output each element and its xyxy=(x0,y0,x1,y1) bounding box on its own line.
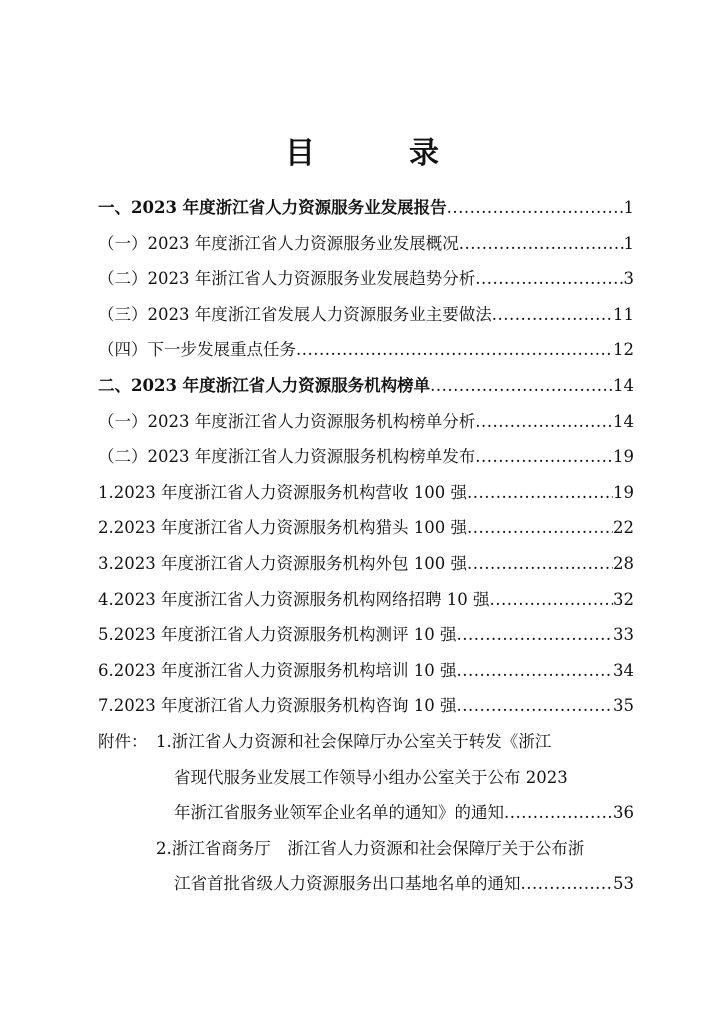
toc-entry-label: （一）2023 年度浙江省人力资源服务机构榜单分析 xyxy=(98,411,476,431)
attachment-line: 省现代服务业发展工作领导小组办公室关于公布 2023 xyxy=(174,767,568,787)
toc-leader-dots xyxy=(456,617,613,653)
toc-entry-label: （二）2023 年度浙江省人力资源服务机构榜单发布 xyxy=(98,447,476,467)
toc-page-number: 35 xyxy=(613,696,634,716)
toc-entry-label: 3.2023 年度浙江省人力资源服务机构外包 100 强 xyxy=(98,553,467,573)
toc-entry-label: 7.2023 年度浙江省人力资源服务机构咨询 10 强 xyxy=(98,696,457,716)
toc-leader-dots xyxy=(521,866,614,902)
toc-page-number: 11 xyxy=(613,304,634,324)
toc-leader-dots xyxy=(459,226,624,262)
toc-entry-label: （二）2023 年浙江省人力资源服务业发展趋势分析 xyxy=(98,269,476,289)
toc-leader-dots xyxy=(475,439,613,475)
toc-page-number: 36 xyxy=(613,803,634,823)
toc-leader-dots xyxy=(456,688,613,724)
toc-entry-label: 1.2023 年度浙江省人力资源服务机构营收 100 强 xyxy=(98,482,467,502)
toc-page-number: 1 xyxy=(623,198,634,217)
toc-entry[interactable] xyxy=(98,332,634,368)
toc-entry-label: 二、2023 年度浙江省人力资源服务机构榜单 xyxy=(98,375,431,395)
toc-entry[interactable] xyxy=(98,617,634,653)
toc-entry[interactable] xyxy=(98,582,634,618)
toc-page-number: 12 xyxy=(613,340,634,360)
page-title: 目 录 xyxy=(285,136,471,171)
toc-page-number: 32 xyxy=(613,589,634,609)
toc-entry[interactable] xyxy=(98,546,634,582)
toc-leader-dots xyxy=(489,582,613,618)
attachment-line: 江省首批省级人力资源服务出口基地名单的通知 xyxy=(174,874,521,894)
toc-entry[interactable] xyxy=(98,190,634,226)
attachment-line: 年浙江省服务业领军企业名单的通知》的通知 xyxy=(174,803,504,823)
attachment-entry[interactable] xyxy=(98,831,634,867)
toc-entry[interactable] xyxy=(98,653,634,689)
toc-entry-label: 6.2023 年度浙江省人力资源服务机构培训 10 强 xyxy=(98,660,457,680)
toc-page-number: 22 xyxy=(613,518,634,538)
toc-entry-label: 5.2023 年度浙江省人力资源服务机构测评 10 强 xyxy=(98,625,457,645)
toc-entry[interactable] xyxy=(98,297,634,333)
toc-leader-dots xyxy=(430,368,613,404)
toc-leader-dots xyxy=(475,404,613,440)
toc-leader-dots xyxy=(492,297,613,333)
toc-leader-dots xyxy=(456,653,613,689)
attachment-line: 2.浙江省商务厅 浙江省人力资源和社会保障厅关于公布浙 xyxy=(156,838,585,858)
toc-leader-dots xyxy=(296,332,613,368)
toc-page-number: 34 xyxy=(613,660,634,680)
toc-entry[interactable] xyxy=(98,688,634,724)
attachment-last-line xyxy=(174,866,634,902)
toc-entry[interactable] xyxy=(98,261,634,297)
toc-leader-dots xyxy=(447,190,624,226)
toc-page-number: 28 xyxy=(613,553,634,573)
toc-entry-label: 一、2023 年度浙江省人力资源服务业发展报告 xyxy=(98,198,447,217)
attachment-entry[interactable] xyxy=(98,724,634,760)
toc-entry[interactable] xyxy=(98,226,634,262)
toc-entry[interactable] xyxy=(98,510,634,546)
toc-leader-dots xyxy=(504,795,613,831)
toc-page-number: 19 xyxy=(613,447,634,467)
attachment-prefix: 附件： xyxy=(98,731,148,751)
toc-entry-label: （四）下一步发展重点任务 xyxy=(98,340,296,360)
toc-entry[interactable] xyxy=(98,439,634,475)
toc-page-number: 33 xyxy=(613,625,634,645)
toc-leader-dots xyxy=(467,510,613,546)
toc-entry[interactable] xyxy=(98,475,634,511)
toc-page-number: 19 xyxy=(613,482,634,502)
toc-entry-label: 2.2023 年度浙江省人力资源服务机构猎头 100 强 xyxy=(98,518,467,538)
attachment-entry-continued[interactable] xyxy=(98,795,634,831)
toc-entry[interactable] xyxy=(98,404,634,440)
toc-page-number: 3 xyxy=(623,269,634,289)
attachment-last-line xyxy=(174,795,634,831)
table-of-contents xyxy=(98,190,634,902)
attachment-entry-continued[interactable] xyxy=(98,866,634,902)
toc-leader-dots xyxy=(467,546,613,582)
toc-entry-label: （三）2023 年度浙江省发展人力资源服务业主要做法 xyxy=(98,304,492,324)
toc-page-number: 14 xyxy=(613,375,634,395)
attachment-line: 1.浙江省人力资源和社会保障厅办公室关于转发《浙江 xyxy=(156,731,552,751)
toc-leader-dots xyxy=(475,261,623,297)
toc-entry-label: 4.2023 年度浙江省人力资源服务机构网络招聘 10 强 xyxy=(98,589,490,609)
toc-page-number: 53 xyxy=(613,874,634,894)
toc-leader-dots xyxy=(467,475,613,511)
toc-page-number: 14 xyxy=(613,411,634,431)
toc-entry-label: （一）2023 年度浙江省人力资源服务业发展概况 xyxy=(98,233,459,253)
toc-page-number: 1 xyxy=(623,233,634,253)
attachment-entry-continued[interactable] xyxy=(98,760,634,796)
toc-entry[interactable] xyxy=(98,368,634,404)
